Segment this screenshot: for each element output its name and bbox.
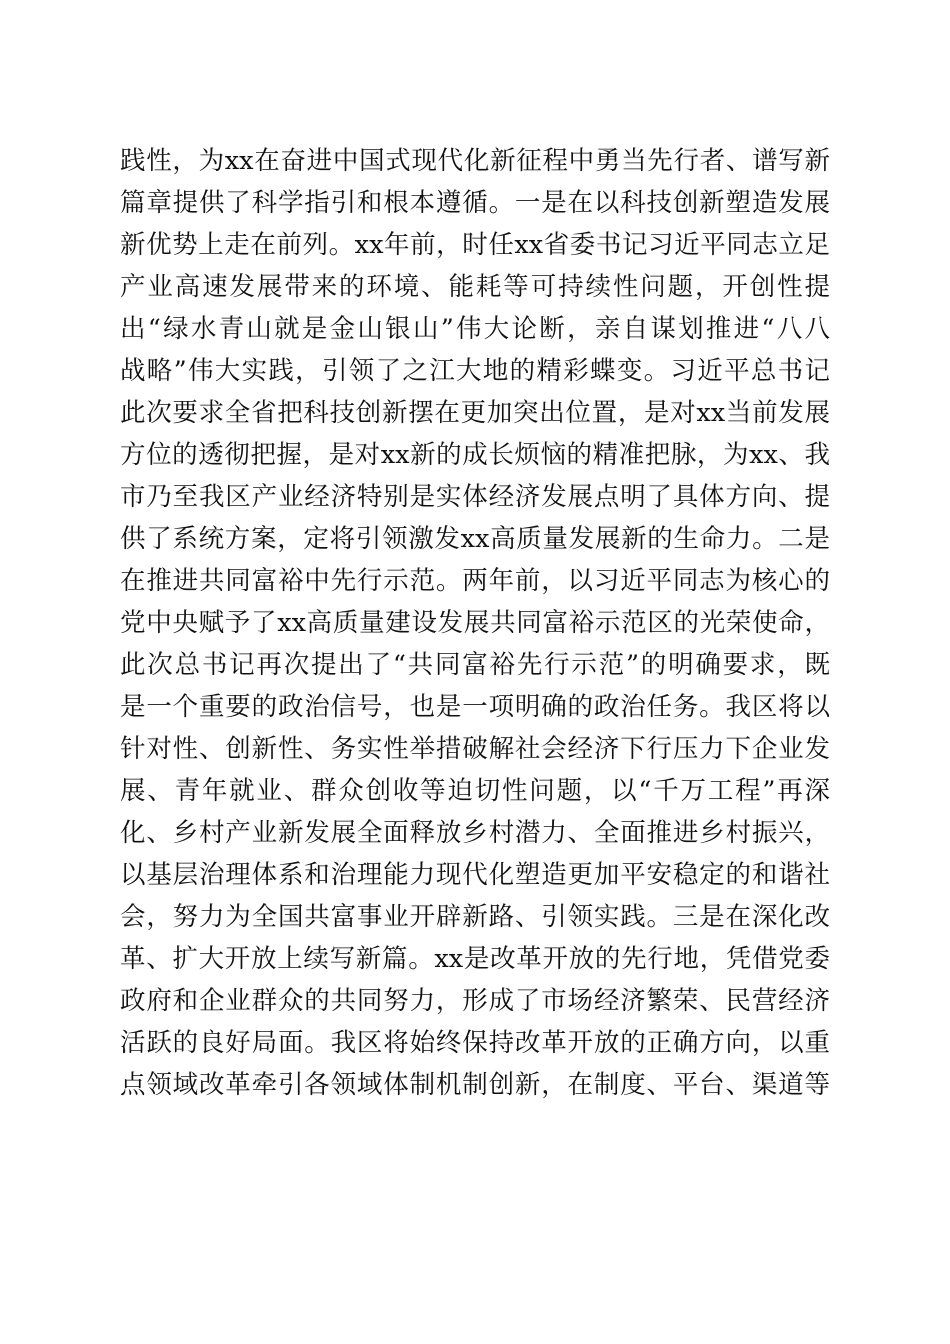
text-line: 展、青年就业、群众创收等迫切性问题，以“千万工程”再深 [120, 776, 830, 806]
text-line: 产业高速发展带来的环境、能耗等可持续性问题，开创性提 [120, 272, 830, 302]
text-line: 篇章提供了科学指引和根本遵循。一是在以科技创新塑造发展 [120, 188, 830, 218]
text-line: 以基层治理体系和治理能力现代化塑造更加平安稳定的和谐社 [120, 860, 830, 890]
text-line: 点领域改革牵引各领域体制机制创新，在制度、平台、渠道等 [120, 1070, 830, 1100]
text-line: 活跃的良好局面。我区将始终保持改革开放的正确方向，以重 [120, 1028, 830, 1058]
text-line: 是一个重要的政治信号，也是一项明确的政治任务。我区将以 [120, 692, 830, 722]
text-line: 供了系统方案，定将引领激发xx高质量发展新的生命力。二是 [120, 524, 830, 554]
text-line: 政府和企业群众的共同努力，形成了市场经济繁荣、民营经济 [120, 986, 830, 1016]
text-line: 此次总书记再次提出了“共同富裕先行示范”的明确要求，既 [120, 650, 830, 680]
body-text [120, 140, 830, 1106]
text-line: 党中央赋予了xx高质量建设发展共同富裕示范区的光荣使命， [120, 608, 830, 638]
text-line: 革、扩大开放上续写新篇。xx是改革开放的先行地，凭借党委 [120, 944, 830, 974]
text-line: 践性，为xx在奋进中国式现代化新征程中勇当先行者、谱写新 [120, 146, 830, 176]
text-line: 出“绿水青山就是金山银山”伟大论断，亲自谋划推进“八八 [120, 314, 830, 344]
text-line: 战略”伟大实践，引领了之江大地的精彩蝶变。习近平总书记 [120, 356, 830, 386]
text-line: 新优势上走在前列。xx年前，时任xx省委书记习近平同志立足 [120, 230, 830, 260]
text-line: 在推进共同富裕中先行示范。两年前，以习近平同志为核心的 [120, 566, 830, 596]
text-line: 针对性、创新性、务实性举措破解社会经济下行压力下企业发 [120, 734, 830, 764]
text-line: 此次要求全省把科技创新摆在更加突出位置，是对xx当前发展 [120, 398, 830, 428]
text-line: 市乃至我区产业经济特别是实体经济发展点明了具体方向、提 [120, 482, 830, 512]
text-line: 会，努力为全国共富事业开辟新路、引领实践。三是在深化改 [120, 902, 830, 932]
text-line: 方位的透彻把握，是对xx新的成长烦恼的精准把脉，为xx、我 [120, 440, 830, 470]
text-line: 化、乡村产业新发展全面释放乡村潜力、全面推进乡村振兴， [120, 818, 830, 848]
